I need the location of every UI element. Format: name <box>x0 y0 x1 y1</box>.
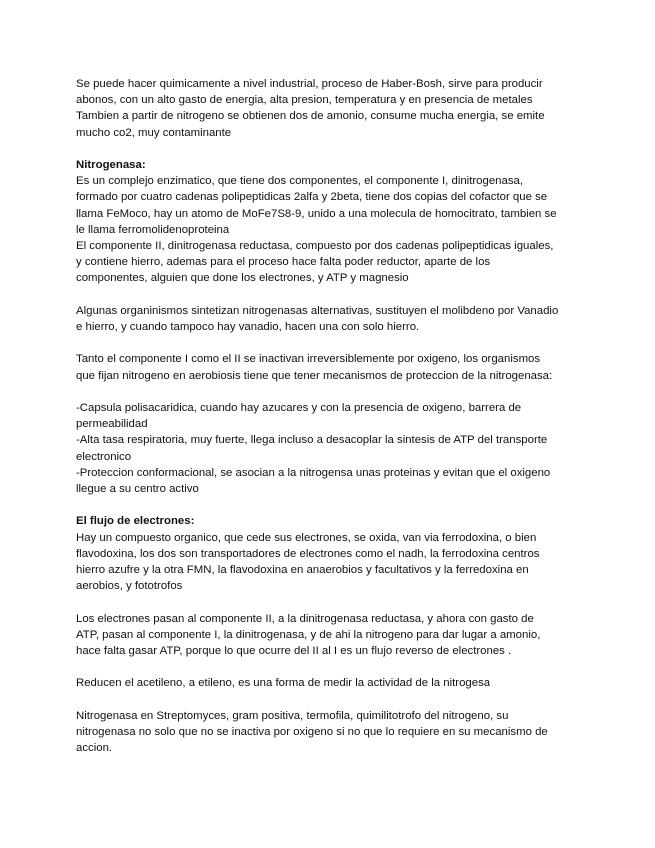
paragraph-alternative-nitrogenases <box>76 303 576 335</box>
text-line: -Alta tasa respiratoria, muy fuerte, llega incluso a desacoplar la sintesis de ATP del transporte <box>76 434 548 447</box>
text-line: mucho co2, muy contaminante <box>76 126 232 139</box>
text-line: le llama ferromolidenoproteina <box>76 223 230 236</box>
text-line: aerobios, y fototrofos <box>76 580 183 593</box>
text-line: Los electrones pasan al componente II, a la dinitrogenasa reductasa, y ahora con gasto de <box>76 612 534 625</box>
section-heading-nitrogenasa: Nitrogenasa: <box>76 159 146 171</box>
text-line: Se puede hacer quimicamente a nivel industrial, proceso de Haber-Bosh, sirve para producir <box>76 78 543 90</box>
text-line: ATP, pasan al componente I, la dinitrogenasa, y de ahi la nitrogeno para dar lugar a amonio, <box>76 628 541 641</box>
text-line: Nitrogenasa en Streptomyces, gram positiva, termofila, quimilitotrofo del nitrogeno, su <box>76 709 509 722</box>
section-nitrogenasa <box>76 157 576 287</box>
text-line: Algunas organinismos sintetizan nitrogenasas alternativas, sustituyen el molibdeno por Vanadio <box>76 304 559 317</box>
text-line: llegue a su centro activo <box>76 483 199 496</box>
text-line: Hay un compuesto organico, que cede sus electrones, se oxida, van via ferrodoxina, o bien <box>76 531 537 544</box>
text-line: electronico <box>76 450 132 463</box>
text-line: Reducen el acetileno, a etileno, es una forma de medir la actividad de la nitrogesa <box>76 677 491 690</box>
paragraph-electron-transfer <box>76 611 576 660</box>
text-line: abonos, con un alto gasto de energia, alta presion, temperatura y en presencia de metales <box>76 94 533 107</box>
text-line: Tambien a partir de nitrogeno se obtienen dos de amonio, consume mucha energia, se emite <box>76 110 545 123</box>
text-line: e hierro, y cuando tampoco hay vanadio, hacen una con solo hierro. <box>76 321 420 334</box>
paragraph-protection-mechanisms <box>76 400 576 497</box>
text-line: nitrogenasa no solo que no se inactiva por oxigeno si no que lo requiere en su mecanismo de <box>76 726 548 738</box>
text-line: -Proteccion conformacional, se asocian a la nitrogensa unas proteinas y evitan que el oxigeno <box>76 466 551 479</box>
section-electron-flow <box>76 513 576 594</box>
document-page <box>76 76 576 773</box>
text-line: permeabilidad <box>76 418 148 431</box>
paragraph-streptomyces <box>76 708 576 757</box>
section-heading-electron-flow: El flujo de electrones: <box>76 515 195 528</box>
text-line: componentes, alguien que done los electrones, y ATP y magnesio <box>76 272 409 285</box>
text-line: Tanto el componente I como el II se inactivan irreversiblemente por oxigeno, los organismos <box>76 353 541 366</box>
text-line: formado por cuatro cadenas polipeptidicas 2alfa y 2beta, tiene dos copias del cofactor que se <box>76 191 548 204</box>
text-line: que fijan nitrogeno en aerobiosis tiene que tener mecanismos de proteccion de la nitrogenasa: <box>76 369 553 382</box>
text-line: hierro azufre y la otra FMN, la flavodoxina en anaerobios y facultativos y la ferredoxina en <box>76 564 529 577</box>
text-line: hace falta gasar ATP, porque lo que ocurre del II al I es un flujo reverso de electrones . <box>76 645 512 658</box>
text-line: flavodoxina, los dos son transportadores de electrones como el nadh, la ferrodoxina centros <box>76 547 540 560</box>
text-line: El componente II, dinitrogenasa reductasa, compuesto por dos cadenas polipeptidicas iguales, <box>76 240 554 253</box>
text-line: y contiene hierro, ademas para el proceso hace falta poder reductor, aparte de los <box>76 256 491 269</box>
paragraph-haber-bosch <box>76 76 576 141</box>
text-line: Es un complejo enzimatico, que tiene dos componentes, el componente I, dinitrogenasa, <box>76 175 524 188</box>
text-line: -Capsula polisacaridica, cuando hay azucares y con la presencia de oxigeno, barrera de <box>76 402 522 414</box>
paragraph-oxygen-inactivation <box>76 351 576 383</box>
paragraph-acetylene-reduction <box>76 675 576 691</box>
text-line: accion. <box>76 742 113 755</box>
text-line: llama FeMoco, hay un atomo de MoFe7S8-9, unido a una molecula de homocitrato, tambien se <box>76 207 557 220</box>
